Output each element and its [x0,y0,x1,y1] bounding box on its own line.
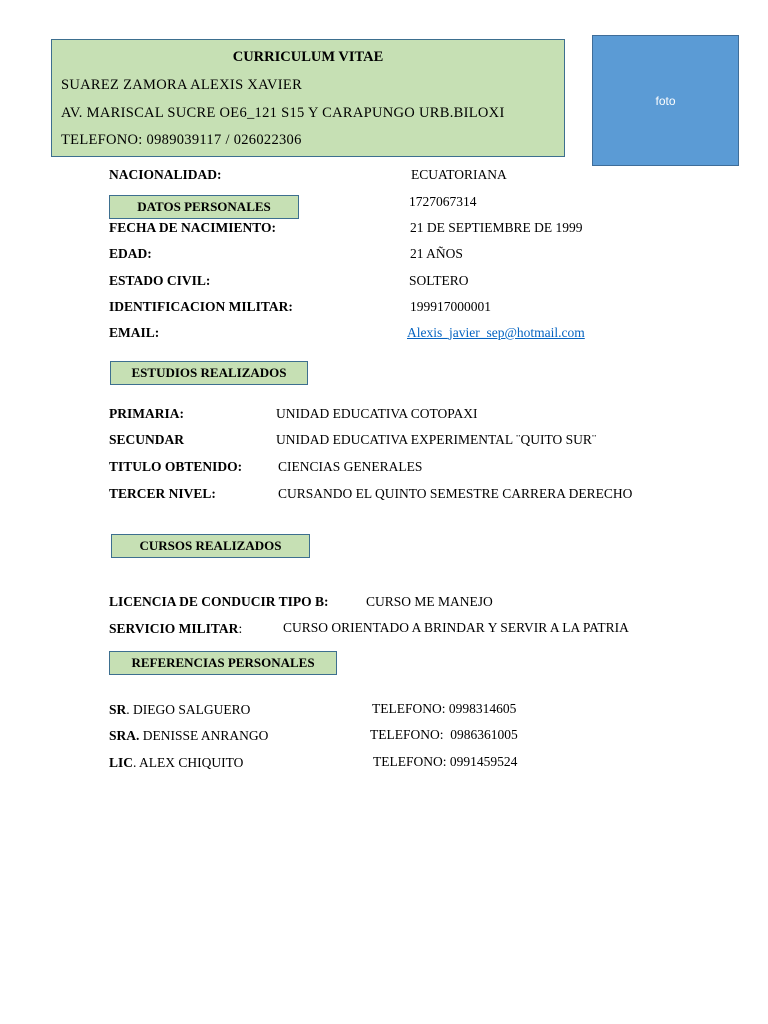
photo-placeholder [592,35,739,166]
third-level-label: TERCER NIVEL: [109,486,216,501]
reference-name: . ALEX CHIQUITO [133,755,244,770]
nationality-label: NACIONALIDAD: [109,167,222,182]
reference-name: . DIEGO SALGUERO [126,702,251,717]
birth-label: FECHA DE NACIMIENTO: [109,220,277,235]
nationality-value: ECUATORIANA [411,167,507,182]
primary-value: UNIDAD EDUCATIVA COTOPAXI [276,406,478,421]
reference-title: SRA. [109,728,140,743]
reference-title: LIC [109,755,134,770]
reference-phone-2: TELEFONO: 0986361005 [370,727,518,742]
secondary-label: SECUNDAR [109,432,185,447]
section-title: REFERENCIAS PERSONALES [131,655,315,670]
email-link[interactable]: Alexis_javier_sep@hotmail.com [407,325,585,340]
military-service-label-group [109,620,242,638]
email-label: EMAIL: [109,325,160,340]
military-service-colon: : [238,621,243,636]
reference-title: SR [109,702,127,717]
cv-title: CURRICULUM VITAE [232,49,384,65]
section-datos-personales [109,195,299,219]
military-service-value: CURSO ORIENTADO A BRINDAR Y SERVIR A LA PATRIA [283,620,629,635]
license-value: CURSO ME MANEJO [366,594,493,609]
reference-phone-3: TELEFONO: 0991459524 [373,754,518,769]
reference-item-2 [109,727,268,745]
age-value: 21 AÑOS [410,246,463,261]
degree-value: CIENCIAS GENERALES [278,459,423,474]
phone: TELEFONO: 0989039117 / 026022306 [61,132,302,148]
section-cursos-realizados [111,534,310,558]
military-id-label: IDENTIFICACION MILITAR: [109,299,293,314]
age-label: EDAD: [109,246,152,261]
reference-item-1 [109,701,250,719]
degree-label: TITULO OBTENIDO: [109,459,243,474]
section-referencias-personales [109,651,337,675]
birth-value: 21 DE SEPTIEMBRE DE 1999 [410,220,583,235]
military-id-value: 199917000001 [410,299,491,314]
id-number: 1727067314 [409,194,477,209]
reference-item-3 [109,754,243,772]
military-service-label: SERVICIO MILITAR [109,621,239,636]
reference-name: DENISSE ANRANGO [139,728,269,743]
reference-phone-1: TELEFONO: 0998314605 [372,701,517,716]
section-estudios-realizados [110,361,308,385]
secondary-value: UNIDAD EDUCATIVA EXPERIMENTAL ¨QUITO SUR¨ [276,432,597,447]
full-name: SUAREZ ZAMORA ALEXIS XAVIER [61,77,303,93]
civil-status-value: SOLTERO [409,273,469,288]
third-level-value: CURSANDO EL QUINTO SEMESTRE CARRERA DERECHO [278,486,633,501]
section-title: DATOS PERSONALES [137,199,271,214]
section-title: CURSOS REALIZADOS [139,538,282,553]
license-label: LICENCIA DE CONDUCIR TIPO B: [109,594,329,609]
address: AV. MARISCAL SUCRE OE6_121 S15 Y CARAPUNGO URB.BILOXI [61,105,505,121]
header-box [51,39,565,157]
primary-label: PRIMARIA: [109,406,184,421]
section-title: ESTUDIOS REALIZADOS [131,365,287,380]
civil-status-label: ESTADO CIVIL: [109,273,211,288]
photo-label: foto [655,93,676,108]
